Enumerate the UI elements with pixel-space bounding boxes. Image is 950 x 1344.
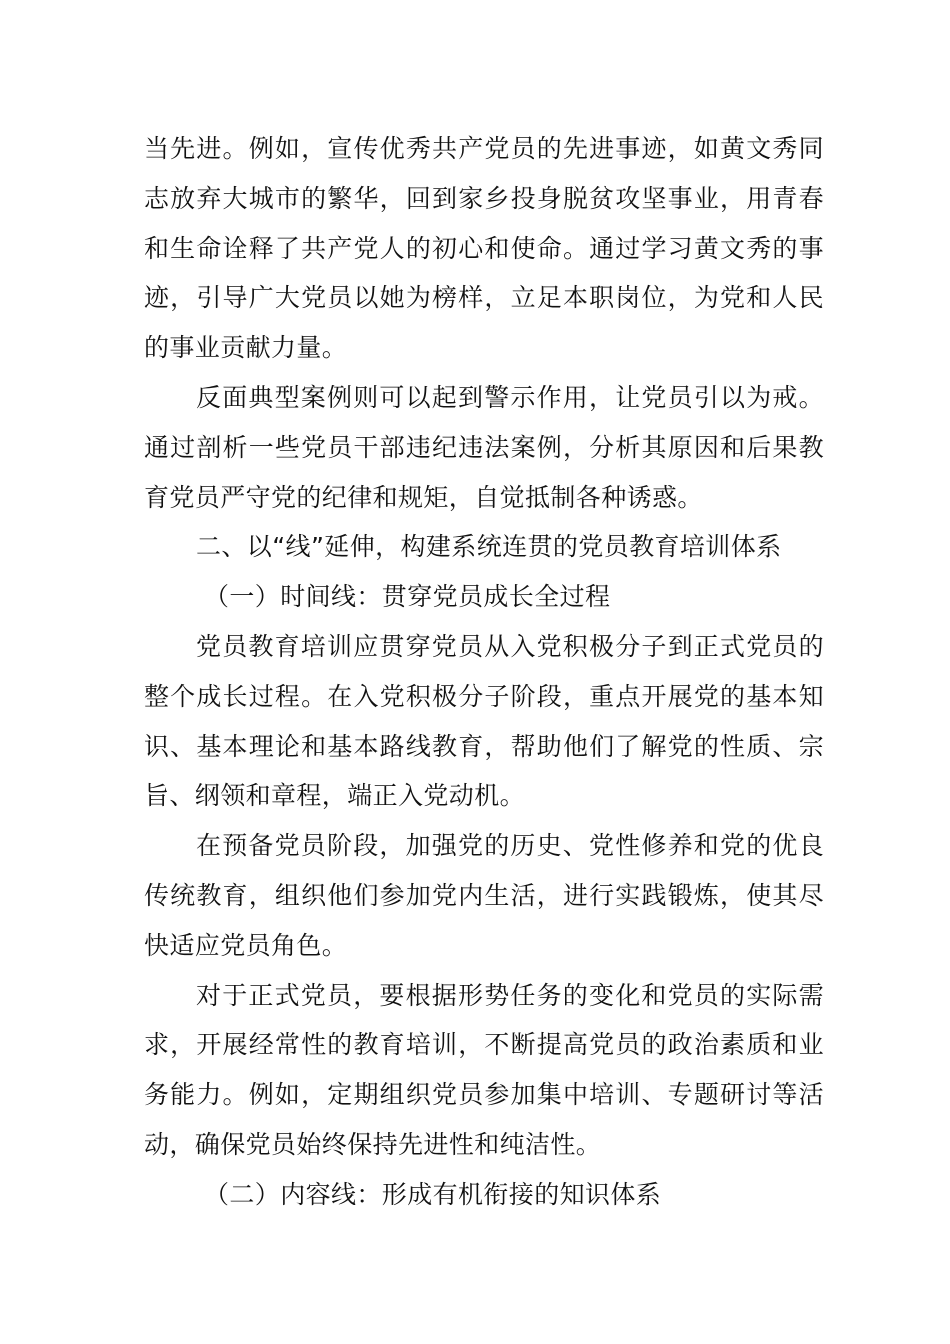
- subheading-timeline: （一）时间线：贯穿党员成长全过程: [204, 582, 611, 612]
- paragraph-probationary: 在预备党员阶段，加强党的历史、党性修养和党的优良传统教育，组织他们参加党内生活，进行实践锻炼，使其尽快适应党员角色。: [144, 831, 824, 960]
- paragraph-formal-members: 对于正式党员，要根据形势任务的变化和党员的实际需求，开展经常性的教育培训，不断提高党员的政治素质和业务能力。例如，定期组织党员参加集中培训、专题研讨等活动，确保党员始终保持先进性和纯洁性。: [144, 980, 824, 1159]
- subheading-content-line: （二）内容线：形成有机衔接的知识体系: [204, 1179, 662, 1209]
- paragraph-negative-cases: 反面典型案例则可以起到警示作用，让党员引以为戒。通过剖析一些党员干部违纪违法案例，分析其原因和后果教育党员严守党的纪律和规矩，自觉抵制各种诱惑。: [144, 382, 824, 512]
- document-body: [144, 124, 824, 1220]
- paragraph-continuation: 当先进。例如，宣传优秀共产党员的先进事迹，如黄文秀同志放弃大城市的繁华，回到家乡投身脱贫攻坚事业，用青春和生命诠释了共产党人的初心和使命。通过学习黄文秀的事迹，引导广大党员以她为榜样，立足本职岗位，为党和人民的事业贡献力量。: [144, 134, 824, 363]
- paragraph-timeline: 党员教育培训应贯穿党员从入党积极分子到正式党员的整个成长过程。在入党积极分子阶段，重点开展党的基本知识、基本理论和基本路线教育，帮助他们了解党的性质、宗旨、纲领和章程，端正入党动机。: [144, 631, 824, 811]
- section-heading-two: 二、以“线”延伸，构建系统连贯的党员教育培训体系: [196, 532, 782, 562]
